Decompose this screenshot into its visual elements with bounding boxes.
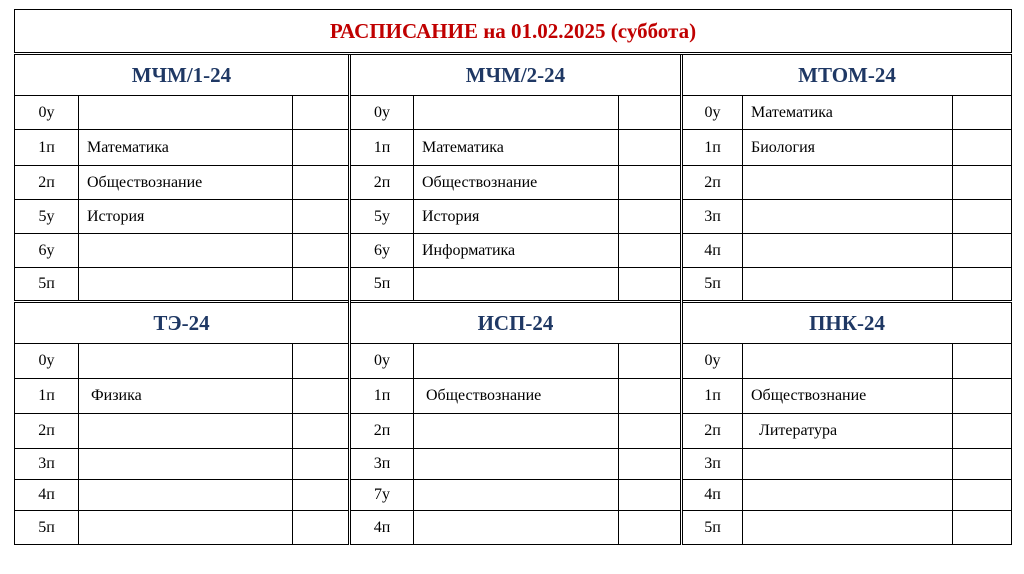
lesson-slot: 4п: [682, 234, 743, 268]
subject-cell: Литература: [743, 414, 953, 449]
table-row: [15, 130, 1012, 166]
lesson-slot: 6у: [15, 234, 79, 268]
group-name: ПНК-24: [682, 302, 1012, 344]
lesson-slot: 1п: [682, 130, 743, 166]
room-cell: [953, 480, 1012, 511]
table-row: [15, 480, 1012, 511]
lesson-slot: 6у: [350, 234, 414, 268]
room-cell: [619, 200, 682, 234]
lesson-slot: 1п: [682, 379, 743, 414]
lesson-slot: 1п: [15, 130, 79, 166]
room-cell: [619, 234, 682, 268]
group-header-row: [15, 54, 1012, 96]
table-row: [15, 200, 1012, 234]
subject-cell: [743, 268, 953, 302]
lesson-slot: 5п: [15, 268, 79, 302]
room-cell: [619, 511, 682, 545]
subject-cell: [743, 234, 953, 268]
room-cell: [293, 200, 350, 234]
room-cell: [619, 96, 682, 130]
subject-cell: [414, 414, 619, 449]
room-cell: [953, 234, 1012, 268]
lesson-slot: 4п: [15, 480, 79, 511]
room-cell: [953, 268, 1012, 302]
subject-cell: [79, 480, 293, 511]
group-name: МЧМ/2-24: [350, 54, 682, 96]
lesson-slot: 4п: [682, 480, 743, 511]
room-cell: [619, 480, 682, 511]
lesson-slot: 3п: [682, 200, 743, 234]
lesson-slot: 2п: [682, 414, 743, 449]
room-cell: [293, 130, 350, 166]
room-cell: [953, 166, 1012, 200]
subject-cell: [79, 268, 293, 302]
lesson-slot: 0у: [682, 96, 743, 130]
lesson-slot: 4п: [350, 511, 414, 545]
lesson-slot: 2п: [15, 414, 79, 449]
subject-cell: Информатика: [414, 234, 619, 268]
lesson-slot: 1п: [350, 130, 414, 166]
room-cell: [619, 130, 682, 166]
room-cell: [619, 449, 682, 480]
room-cell: [293, 234, 350, 268]
subject-cell: Математика: [743, 96, 953, 130]
room-cell: [293, 379, 350, 414]
subject-cell: [414, 344, 619, 379]
table-row: [15, 414, 1012, 449]
lesson-slot: 0у: [15, 344, 79, 379]
room-cell: [293, 166, 350, 200]
room-cell: [619, 268, 682, 302]
table-row: [15, 449, 1012, 480]
lesson-slot: 3п: [350, 449, 414, 480]
table-row: [15, 511, 1012, 545]
group-name: ИСП-24: [350, 302, 682, 344]
lesson-slot: 5у: [350, 200, 414, 234]
subject-cell: [743, 449, 953, 480]
subject-cell: Обществознание: [414, 379, 619, 414]
subject-cell: [743, 511, 953, 545]
subject-cell: [79, 96, 293, 130]
subject-cell: Физика: [79, 379, 293, 414]
room-cell: [619, 414, 682, 449]
group-name: МЧМ/1-24: [15, 54, 350, 96]
room-cell: [619, 344, 682, 379]
room-cell: [293, 511, 350, 545]
subject-cell: Биология: [743, 130, 953, 166]
room-cell: [293, 96, 350, 130]
room-cell: [619, 379, 682, 414]
lesson-slot: 5у: [15, 200, 79, 234]
lesson-slot: 0у: [15, 96, 79, 130]
room-cell: [293, 480, 350, 511]
subject-cell: [414, 449, 619, 480]
room-cell: [953, 96, 1012, 130]
subject-cell: [743, 200, 953, 234]
table-row: [15, 96, 1012, 130]
lesson-slot: 2п: [15, 166, 79, 200]
room-cell: [953, 414, 1012, 449]
lesson-slot: 2п: [682, 166, 743, 200]
subject-cell: Обществознание: [79, 166, 293, 200]
room-cell: [953, 449, 1012, 480]
table-row: [15, 268, 1012, 302]
subject-cell: История: [79, 200, 293, 234]
lesson-slot: 0у: [350, 344, 414, 379]
lesson-slot: 2п: [350, 414, 414, 449]
room-cell: [293, 344, 350, 379]
table-row: [15, 379, 1012, 414]
lesson-slot: 5п: [350, 268, 414, 302]
lesson-slot: 5п: [682, 268, 743, 302]
subject-cell: [414, 480, 619, 511]
subject-cell: Математика: [79, 130, 293, 166]
subject-cell: [743, 344, 953, 379]
table-row: [15, 166, 1012, 200]
subject-cell: Обществознание: [743, 379, 953, 414]
subject-cell: Математика: [414, 130, 619, 166]
room-cell: [953, 200, 1012, 234]
room-cell: [619, 166, 682, 200]
subject-cell: [79, 511, 293, 545]
lesson-slot: 5п: [682, 511, 743, 545]
subject-cell: [743, 480, 953, 511]
lesson-slot: 2п: [350, 166, 414, 200]
subject-cell: [79, 344, 293, 379]
subject-cell: [743, 166, 953, 200]
schedule-table: [14, 9, 1012, 545]
lesson-slot: 7у: [350, 480, 414, 511]
room-cell: [293, 268, 350, 302]
room-cell: [953, 379, 1012, 414]
subject-cell: [79, 234, 293, 268]
room-cell: [953, 511, 1012, 545]
lesson-slot: 3п: [15, 449, 79, 480]
lesson-slot: 1п: [350, 379, 414, 414]
subject-cell: Обществознание: [414, 166, 619, 200]
group-name: ТЭ-24: [15, 302, 350, 344]
subject-cell: [79, 414, 293, 449]
room-cell: [953, 130, 1012, 166]
group-header-row: [15, 302, 1012, 344]
room-cell: [953, 344, 1012, 379]
group-name: МТОМ-24: [682, 54, 1012, 96]
lesson-slot: 0у: [682, 344, 743, 379]
subject-cell: [414, 268, 619, 302]
subject-cell: [414, 96, 619, 130]
lesson-slot: 1п: [15, 379, 79, 414]
subject-cell: История: [414, 200, 619, 234]
schedule-title: РАСПИСАНИЕ на 01.02.2025 (суббота): [15, 10, 1012, 54]
table-row: [15, 234, 1012, 268]
table-row: [15, 344, 1012, 379]
subject-cell: [414, 511, 619, 545]
subject-cell: [79, 449, 293, 480]
lesson-slot: 5п: [15, 511, 79, 545]
room-cell: [293, 449, 350, 480]
room-cell: [293, 414, 350, 449]
lesson-slot: 3п: [682, 449, 743, 480]
lesson-slot: 0у: [350, 96, 414, 130]
